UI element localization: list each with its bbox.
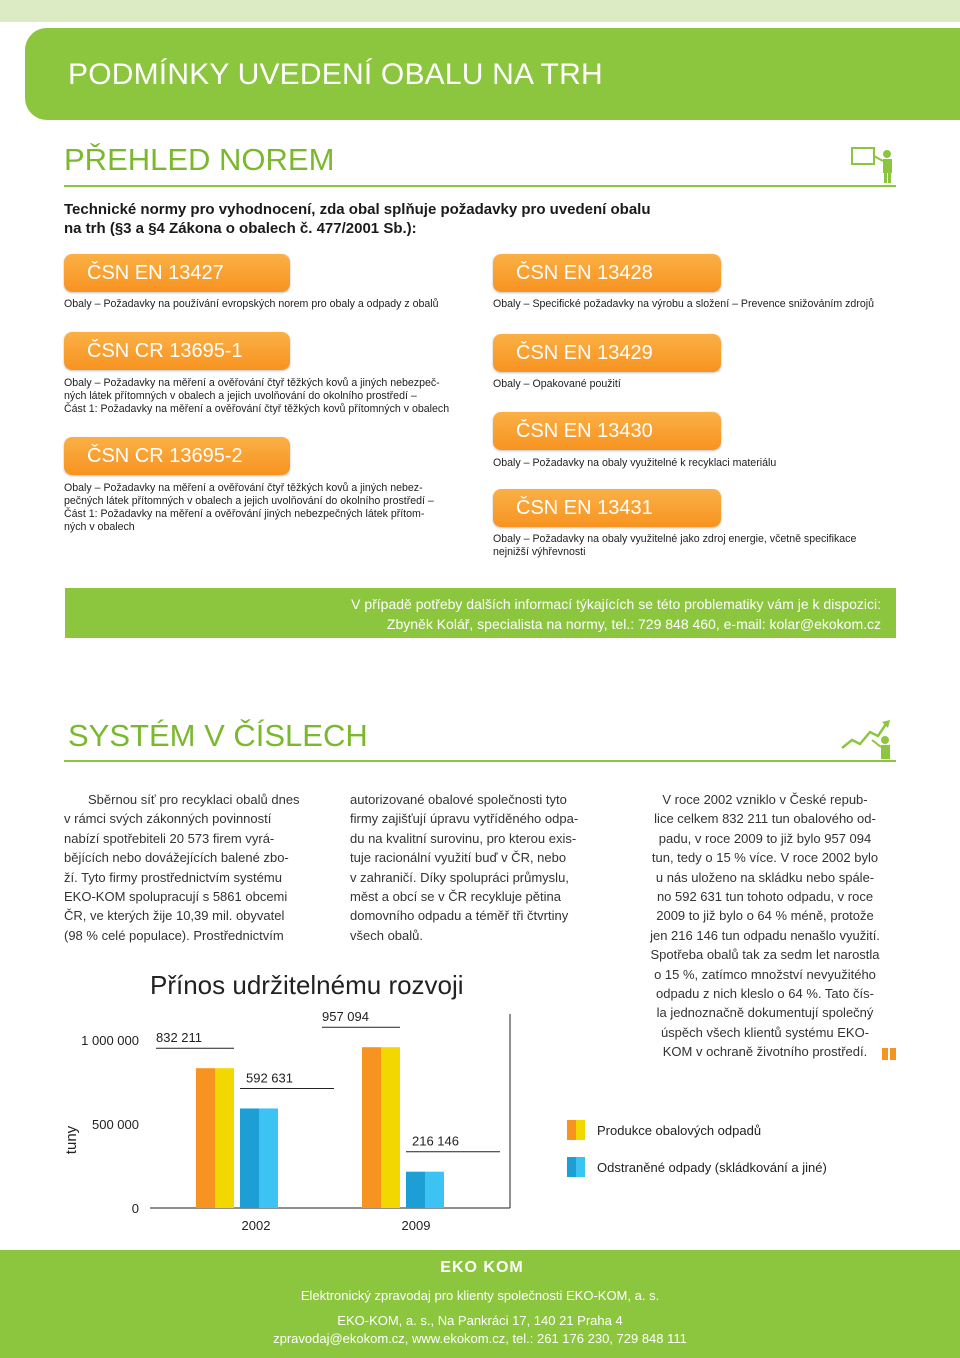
col3-line: tun, tedy o 15 % více. V roce 2002 bylo bbox=[651, 850, 879, 866]
col3-line: padu, v roce 2009 to již bylo 957 094 bbox=[658, 830, 872, 846]
ekokom-logo bbox=[422, 1256, 542, 1280]
norm-pill-13695-1: ČSN CR 13695-1 bbox=[64, 332, 290, 370]
col1-line: EKO-KOM spolupracují s 5861 obcemi bbox=[64, 889, 288, 905]
contact-info-line-1: V případě potřeby dalších informací týkajících se této problematiky vám je k dispozici: bbox=[351, 596, 881, 612]
norm-desc-line: Obaly – Požadavky na obaly využitelné k recyklaci materiálu bbox=[493, 457, 777, 469]
y-axis-label: tuny bbox=[63, 1125, 80, 1155]
norm-desc-line: ných látek přítomných v obalech a jejich uvolňování do okolního prostředí – bbox=[64, 390, 417, 402]
col2-line: tuje racionální využití buď v ČR, nebo bbox=[350, 850, 567, 866]
col3-line: la jednoznačně dokumentují společný bbox=[656, 1005, 874, 1021]
bar-2009-s1-shade bbox=[406, 1172, 425, 1208]
col1-line: ČR, ve kterých žije 10,39 mil. obyvatel bbox=[64, 908, 285, 924]
y-tick-label: 500 000 bbox=[92, 1117, 139, 1132]
col2-line: du na kvalitní surovinu, pro kterou exis- bbox=[350, 830, 577, 846]
norms-intro-line-2: na trh (§3 a §4 Zákona o obalech č. 477/2001 Sb.): bbox=[64, 220, 417, 237]
col1-line: bějících nebo dovážejících balené zbo- bbox=[64, 850, 289, 866]
bar-2002-s1 bbox=[259, 1108, 278, 1208]
col2-line: v zahraničí. Díky spolupráci průmyslu, bbox=[350, 869, 569, 885]
legend-label: Produkce obalových odpadů bbox=[597, 1122, 762, 1138]
data-label: 832 211 bbox=[156, 1030, 203, 1046]
norm-desc-line: Obaly – Požadavky na měření a ověřování čtyř těžkých kovů a jiných nebezpeč- bbox=[64, 377, 440, 389]
col3-line: odpadu z nich kleslo o 64 %. Tato čís- bbox=[656, 986, 874, 1002]
bar-2009-s0 bbox=[381, 1047, 400, 1208]
x-tick-label: 2009 bbox=[401, 1218, 431, 1233]
norm-desc-line: nejnižší výhřevnosti bbox=[493, 546, 586, 558]
norms-intro-line-1: Technické normy pro vyhodnocení, zda obal splňuje požadavky pro uvedení obalu bbox=[64, 201, 651, 218]
legend-label: Odstraněné odpady (skládkování a jiné) bbox=[597, 1159, 827, 1175]
norm-desc-line: Část 1: Požadavky na měření a ověřování čtyř těžkých kovů přítomných v obalech bbox=[64, 403, 450, 415]
col3-line: u nás uloženo na skládku nebo spále- bbox=[655, 869, 875, 885]
norm-desc-line: pečných látek přítomných v obalech a jejich uvolňování do okolního prostředí – bbox=[64, 495, 434, 507]
col3-line: 2009 to již bylo o 64 % méně, protože bbox=[656, 908, 874, 924]
col2-line: měst a obcí se v ČR recykluje pětina bbox=[350, 889, 561, 905]
norm-pill-13695-2: ČSN CR 13695-2 bbox=[64, 437, 290, 475]
data-label: 957 094 bbox=[322, 1009, 369, 1025]
norms-section-title: PŘEHLED NOREM bbox=[64, 142, 335, 177]
norm-pill-13427: ČSN EN 13427 bbox=[64, 254, 290, 292]
col1-line: v rámci svých zákonných povinností bbox=[64, 811, 272, 827]
col2-line: firmy zajišťují úpravu vytříděného odpa- bbox=[350, 811, 579, 827]
col3-line: no 592 631 tun tohoto odpadu, v roce bbox=[656, 889, 874, 905]
logo-text: EKO KOM bbox=[440, 1259, 524, 1276]
norm-pill-13429: ČSN EN 13429 bbox=[493, 334, 721, 372]
norm-desc-line: Obaly – Opakované použití bbox=[493, 378, 621, 390]
col1-line: Sběrnou síť pro recyklaci obalů dnes bbox=[88, 792, 300, 807]
y-tick-label: 1 000 000 bbox=[81, 1033, 139, 1048]
footer-line-2: EKO-KOM, a. s., Na Pankráci 17, 140 21 Praha 4 bbox=[337, 1313, 623, 1328]
legend-item-disposed bbox=[567, 1157, 827, 1177]
col3-line: V roce 2002 vzniklo v České repub- bbox=[662, 792, 868, 807]
y-tick-label: 0 bbox=[131, 1201, 139, 1216]
norm-desc-line: Obaly – Specifické požadavky na výrobu a složení – Prevence snižováním zdrojů bbox=[493, 298, 874, 310]
col1-line: nabízí spotřebiteli 20 573 firem vyrá- bbox=[64, 830, 275, 846]
bar-2009-s0-shade bbox=[362, 1047, 381, 1208]
col3-line: KOM v ochraně životního prostředí. bbox=[662, 1044, 868, 1060]
col1-line: ží. Tyto firmy prostřednictvím systému bbox=[64, 869, 282, 885]
legend-swatch-cyan bbox=[567, 1157, 585, 1177]
legend-swatch-yellow bbox=[567, 1120, 585, 1140]
norm-desc-line: Obaly – Požadavky na měření a ověřování čtyř těžkých kovů a jiných nebez- bbox=[64, 482, 423, 494]
norm-pill-13431: ČSN EN 13431 bbox=[493, 489, 721, 527]
footer-line-1: Elektronický zpravodaj pro klienty společnosti EKO-KOM, a. s. bbox=[300, 1288, 660, 1303]
norm-desc-line: ných v obalech bbox=[64, 521, 135, 533]
col3-line: lice celkem 832 211 tun obalového od- bbox=[654, 811, 876, 827]
x-tick-label: 2002 bbox=[241, 1218, 271, 1233]
norm-desc-line: Obaly – Požadavky na obaly využitelné jako zdroj energie, včetně specifikace bbox=[493, 533, 857, 545]
col3-line: o 15 %, zatímco množství nevyužitého bbox=[654, 966, 876, 982]
legend-item-production bbox=[567, 1120, 761, 1140]
numbers-section-title: SYSTÉM V ČÍSLECH bbox=[68, 718, 368, 753]
norm-desc-line: Část 1: Požadavky na měření a ověřování jiných nebezpečných látek přítom- bbox=[64, 508, 425, 520]
norm-pill-13430: ČSN EN 13430 bbox=[493, 412, 721, 450]
page-title: PODMÍNKY UVEDENÍ OBALU NA TRH bbox=[68, 58, 603, 91]
data-label: 216 146 bbox=[412, 1133, 459, 1149]
chart-title: Přínos udržitelnému rozvoji bbox=[150, 970, 464, 1000]
bar-2002-s0-shade bbox=[196, 1068, 215, 1208]
bar-2002-s1-shade bbox=[240, 1108, 259, 1208]
data-label: 592 631 bbox=[246, 1070, 293, 1086]
norm-pill-13428: ČSN EN 13428 bbox=[493, 254, 721, 292]
col3-line: jen 216 146 tun odpadu nenašlo využití. bbox=[650, 927, 880, 943]
contact-info-line-2: Zbyněk Kolář, specialista na normy, tel.: 729 848 460, e-mail: kolar@ekokom.cz bbox=[386, 616, 881, 632]
bar-2009-s1 bbox=[425, 1172, 444, 1208]
bar-2002-s0 bbox=[215, 1068, 234, 1208]
col2-line: autorizované obalové společnosti tyto bbox=[350, 792, 567, 807]
col3-line: Spotřeba obalů tak za sedm let narostla bbox=[650, 947, 880, 963]
col2-line: všech obalů. bbox=[350, 927, 423, 943]
col1-line: (98 % celé populace). Prostřednictvím bbox=[64, 927, 284, 943]
footer-line-3: zpravodaj@ekokom.cz, www.ekokom.cz, tel.: 261 176 230, 729 848 111 bbox=[273, 1331, 687, 1346]
norm-desc-line: Obaly – Požadavky na používání evropských norem pro obaly a odpady z obalů bbox=[64, 298, 439, 310]
col3-line: úspěch všech klientů systému EKO- bbox=[660, 1024, 870, 1040]
col2-line: domovního odpadu a téměř tři čtvrtiny bbox=[350, 908, 569, 924]
